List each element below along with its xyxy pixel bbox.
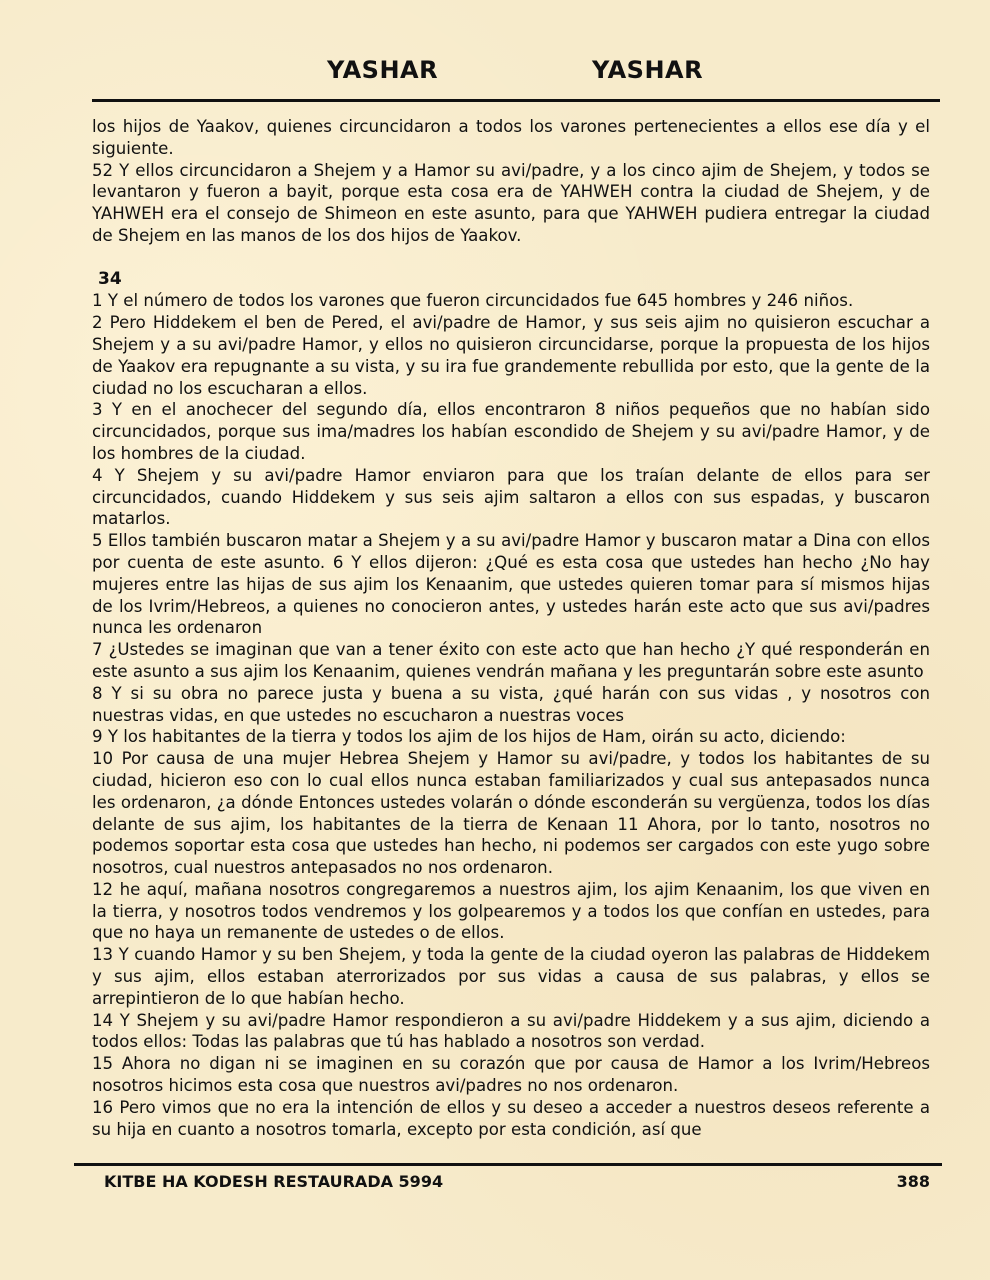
chapter-number: 34 bbox=[98, 268, 122, 289]
verse: 5 Ellos también buscaron matar a Shejem y a su avi/padre Hamor y buscaron matar a Dina con ellos por cuenta de este asunto. 6 Y ellos dijeron: ¿Qué es esta cosa que ustedes han hecho ¿No hay mujeres entre las hijas de sus ajim los Kenaanim, que ustedes quieren tomar para sí mismos hijas de los Ivrim/Hebreos, a quienes no conocieron antes, y ustedes harán este acto que sus avi/padres nunca les ordenaron bbox=[92, 531, 930, 638]
page-body bbox=[92, 116, 930, 1140]
verse: 14 Y Shejem y su avi/padre Hamor respondieron a su avi/padre Hiddekem y a sus ajim, diciendo a todos ellos: Todas las palabras que tú has hablado a nosotros son verdad. bbox=[92, 1010, 930, 1052]
verse: 12 he aquí, mañana nosotros congregaremos a nuestros ajim, los ajim Kenaanim, los que viven en la tierra, y nosotros todos vendremos y los golpearemos y a todos los que confían en ustedes, para que no haya un remanente de ustedes o de ellos. bbox=[92, 879, 930, 943]
verse: 16 Pero vimos que no era la intención de ellos y su deseo a acceder a nuestros deseos referente a su hija en cuanto a nosotros tomarla, excepto por esta condición, así que bbox=[92, 1097, 930, 1139]
footer-book-title: KITBE HA KODESH RESTAURADA 5994 bbox=[104, 1172, 444, 1191]
page-header bbox=[0, 56, 990, 92]
verse: 2 Pero Hiddekem el ben de Pered, el avi/padre de Hamor, y sus seis ajim no quisieron escuchar a Shejem y a su avi/padre Hamor, y ellos no quisieron circuncidarse, porque la propuesta de los hijos de Yaakov era repugnante a su vista, y su ira fue grandemente rebullida por esto, que la gente de la ciudad no los escucharan a ellos. bbox=[92, 313, 930, 398]
verse: 7 ¿Ustedes se imaginan que van a tener éxito con este acto que han hecho ¿Y qué responderán en este asunto a sus ajim los Kenaanim, quienes vendrán mañana y les preguntarán sobre este asunto bbox=[92, 640, 930, 681]
header-title-right: YASHAR bbox=[592, 56, 704, 84]
verse: 10 Por causa de una mujer Hebrea Shejem y Hamor su avi/padre, y todos los habitantes de su ciudad, hicieron eso con lo cual ellos nunca estaban familiarizados y cual sus antepasados nunca les ordenaron, ¿a dónde Entonces ustedes volarán o dónde esconderán su vergüenza, todos los días delante de sus ajim, los habitantes de la tierra de Kenaan 11 Ahora, por lo tanto, nosotros no podemos soportar esta cosa que ustedes han hecho, ni podemos ser cargados con este yugo sobre nosotros, cual nuestros antepasados no nos ordenaron. bbox=[92, 749, 930, 878]
header-title-left: YASHAR bbox=[327, 56, 439, 84]
page-number: 388 bbox=[896, 1172, 930, 1191]
verse: 13 Y cuando Hamor y su ben Shejem, y toda la gente de la ciudad oyeron las palabras de Hiddekem y sus ajim, ellos estaban aterrorizados por sus vidas a causa de sus palabras, y ellos se arrepintieron de lo que habían hecho. bbox=[92, 945, 930, 1008]
verse: 9 Y los habitantes de la tierra y todos los ajim de los hijos de Ham, oirán su acto, diciendo: bbox=[92, 727, 846, 747]
verse: 8 Y si su obra no parece justa y buena a su vista, ¿qué harán con sus vidas , y nosotros con nuestras vidas, en que ustedes no escucharon a nuestras voces bbox=[92, 683, 930, 725]
paragraph: 52 Y ellos circuncidaron a Shejem y a Hamor su avi/padre, y a los cinco ajim de Shejem, y todos se levantaron y fueron a bayit, porque esta cosa era de YAHWEH contra la ciudad de Shejem, y de YAHWEH era el consejo de Shimeon en este asunto, para que YAHWEH pudiera entregar la ciudad de Shejem en las manos de los dos hijos de Yaakov. bbox=[92, 160, 930, 245]
footer-rule bbox=[74, 1163, 942, 1166]
paragraph: los hijos de Yaakov, quienes circuncidaron a todos los varones pertenecientes a ellos ese día y el siguiente. bbox=[92, 117, 930, 158]
verse: 4 Y Shejem y su avi/padre Hamor enviaron para que los traían delante de ellos para ser circuncidados, cuando Hiddekem y sus seis ajim saltaron a ellos con sus espadas, y buscaron matarlos. bbox=[92, 465, 930, 529]
verse: 1 Y el número de todos los varones que fueron circuncidados fue 645 hombres y 246 niños. bbox=[92, 291, 854, 311]
verse: 3 Y en el anochecer del segundo día, ellos encontraron 8 niños pequeños que no habían sido circuncidados, porque sus ima/madres los habían escondido de Shejem y su avi/padre Hamor, y de los hombres de la ciudad. bbox=[92, 400, 930, 463]
page-footer bbox=[0, 1172, 990, 1196]
header-rule bbox=[92, 99, 940, 102]
verse: 15 Ahora no digan ni se imaginen en su corazón que por causa de Hamor a los Ivrim/Hebreos nosotros hicimos esta cosa que nuestros avi/padres no nos ordenaron. bbox=[92, 1054, 930, 1096]
